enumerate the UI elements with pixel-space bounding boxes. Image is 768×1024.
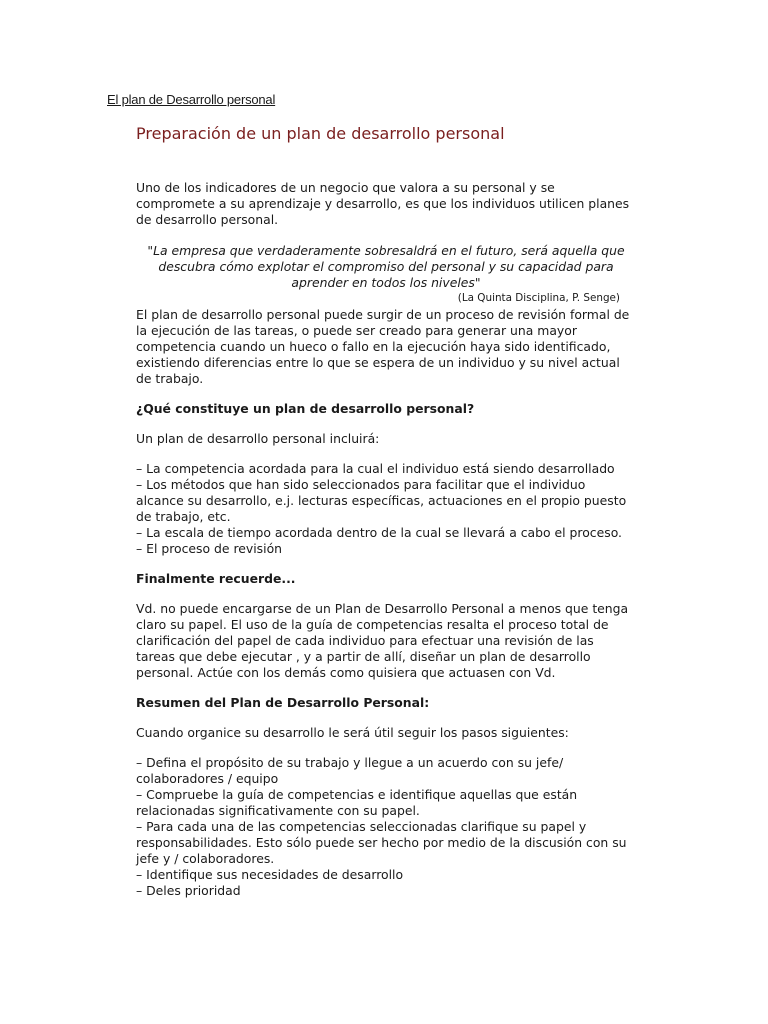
- quote-source: (La Quinta Disciplina, P. Senge): [457, 292, 620, 304]
- list-item: – La competencia acordada para la cual el individuo está siendo desarrollado: [136, 461, 615, 476]
- paragraph-steps-intro: Cuando organice su desarrollo le será útil seguir los pasos siguientes:: [136, 725, 569, 740]
- list-item: – La escala de tiempo acordada dentro de la cual se llevará a cabo el proceso.: [136, 525, 622, 540]
- list-item: – Identifique sus necesidades de desarrollo: [136, 867, 404, 882]
- quote-text: "La empresa que verdaderamente sobresaldrá en el futuro, será aquella que descubra cómo explotar el compromiso del personal y su capacidad para aprender en todos los niveles": [147, 243, 625, 290]
- list-item: – Compruebe la guía de competencias e identifique aquellas que están relacionadas significativamente con su papel.: [136, 787, 578, 818]
- document-content: [136, 123, 636, 899]
- section-heading-summary: Resumen del Plan de Desarrollo Personal:: [136, 695, 430, 710]
- section-heading-remember: Finalmente recuerde...: [136, 571, 296, 586]
- page-title: Preparación de un plan de desarrollo personal: [136, 124, 505, 143]
- paragraph-remember: Vd. no puede encargarse de un Plan de Desarrollo Personal a menos que tenga claro su papel. El uso de la guía de competencias resalta el proceso total de clarificación del papel de cada individuo para efectuar una revisión de las tareas que debe ejecutar , y a partir de allí, diseñar un plan de desarrollo personal. Actúe con los demás como quisiera que actuasen con Vd.: [136, 601, 629, 680]
- intro-paragraph: Uno de los indicadores de un negocio que valora a su personal y se compromete a su aprendizaje y desarrollo, es que los individuos utilicen planes de desarrollo personal.: [136, 180, 630, 227]
- list-steps: [136, 755, 636, 899]
- paragraph-origin: El plan de desarrollo personal puede surgir de un proceso de revisión formal de la ejecución de las tareas, o puede ser creado para generar una mayor competencia cuando un hueco o fallo en la ejecución haya sido identificado, existiendo diferencias entre lo que se espera de un individuo y su nivel actual de trabajo.: [136, 307, 630, 386]
- list-item: – El proceso de revisión: [136, 541, 283, 556]
- list-item: – Para cada una de las competencias seleccionadas clarifique su papel y responsabilidades. Esto sólo puede ser hecho por medio de la discusión con su jefe y / colaboradores.: [136, 819, 627, 866]
- list-item: – Deles prioridad: [136, 883, 241, 898]
- document-title-link[interactable]: El plan de Desarrollo personal: [107, 92, 276, 107]
- list-item: – Defina el propósito de su trabajo y llegue a un acuerdo con su jefe/ colaboradores / equipo: [136, 755, 564, 786]
- list-plan-contents: [136, 461, 636, 557]
- list-item: – Los métodos que han sido seleccionados para facilitar que el individuo alcance su desarrollo, e.j. lecturas específicas, actuaciones en el propio puesto de trabajo, etc.: [136, 477, 627, 524]
- section-heading-what: ¿Qué constituye un plan de desarrollo personal?: [136, 401, 475, 416]
- paragraph-includes: Un plan de desarrollo personal incluirá:: [136, 431, 380, 446]
